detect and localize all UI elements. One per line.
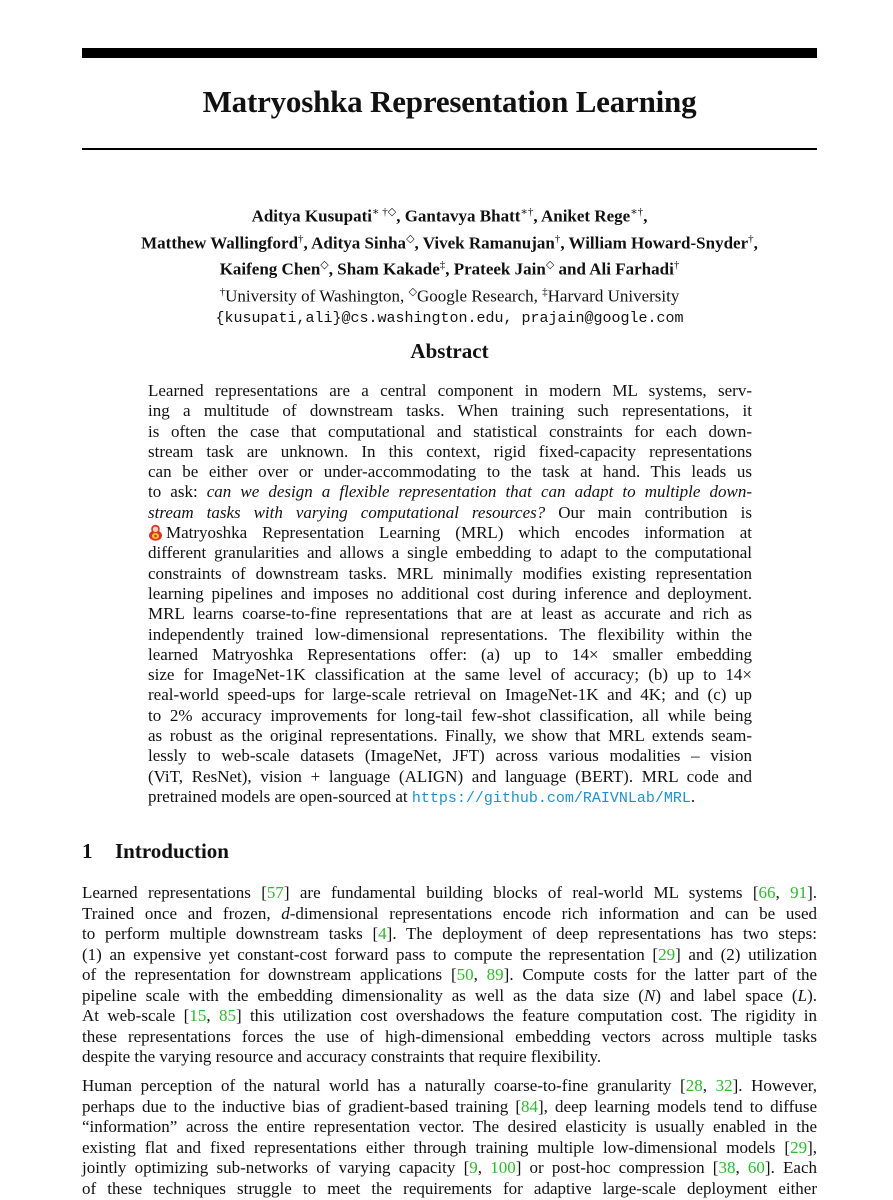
paragraph-line xyxy=(82,1027,817,1048)
author-name: , xyxy=(643,206,648,226)
section-heading-introduction xyxy=(82,839,229,864)
abstract-line: (ViT, ResNet), vision + language (ALIGN) and language (BERT). MRL code and xyxy=(148,766,752,786)
citation-link[interactable]: 38 xyxy=(718,1158,736,1177)
citation-link[interactable]: 60 xyxy=(747,1158,765,1177)
text-run: these representations forces the use of high-dimensional embedding vectors across multiple tasks xyxy=(82,1026,817,1046)
author-name: , Sham Kakade xyxy=(328,259,440,279)
section-number: 1 xyxy=(82,839,93,863)
affiliation-name: University of Washington, xyxy=(225,286,409,306)
abstract-line: can be either over or under-accommodating to the task at hand. This leads us xyxy=(148,462,752,482)
code-repo-link[interactable]: https://github.com/RAIVNLab/MRL xyxy=(411,789,691,807)
text-run: existing flat and fixed representations either through training multiple low-dimensional models [ xyxy=(82,1137,791,1157)
text-run: “information” across the entire representation vector. The desired elasticity is usually enabled in the xyxy=(82,1117,817,1136)
abstract-line: size for ImageNet-1K classification at the same level of accuracy; (b) up to 14× xyxy=(148,665,752,685)
affiliation-mark: ◇ xyxy=(406,232,415,245)
text-run: ]. Compute costs for the latter part of the xyxy=(503,965,818,984)
text-run: to perform multiple downstream tasks [ xyxy=(82,924,379,943)
abstract-line: real-world speed-ups for large-scale retrieval on ImageNet-1K and 4K; and (c) up xyxy=(148,685,752,705)
author-name: Kaifeng Chen xyxy=(219,259,321,279)
text-run: , xyxy=(206,1006,219,1025)
text-run: ]. Each xyxy=(764,1158,817,1177)
text-run: Trained once and frozen, xyxy=(82,903,282,923)
paragraph-line xyxy=(82,1006,817,1027)
citation-link[interactable]: 4 xyxy=(378,924,387,943)
paragraph-line xyxy=(82,1097,817,1118)
author-name: and Ali Farhadi xyxy=(554,259,674,279)
abstract-line: independently trained low-dimensional representations. The flexibility within the xyxy=(148,624,752,644)
author-emails: {kusupati,ali}@cs.washington.edu, prajain@google.com xyxy=(215,309,684,327)
affiliations xyxy=(60,281,839,308)
citation-link[interactable]: 66 xyxy=(758,883,776,902)
paragraph-line xyxy=(82,1158,817,1179)
abstract-line: to ask: can we design a flexible representation that can adapt to multiple down- xyxy=(148,482,752,502)
abstract-line: learned Matryoshka Representations offer: (a) up to 14× smaller embedding xyxy=(148,644,752,664)
paragraph-line xyxy=(82,1138,817,1159)
citation-link[interactable]: 29 xyxy=(658,944,676,964)
text-run: jointly optimizing sub-networks of varying capacity [ xyxy=(82,1158,470,1177)
affiliation-mark: ‡ xyxy=(542,285,548,298)
top-rule xyxy=(82,48,817,58)
affiliation-name: Harvard University xyxy=(547,286,680,306)
text-run: of these techniques struggle to meet the requirements for adaptive large-scale deployment either xyxy=(82,1178,817,1198)
intro-paragraph-1 xyxy=(82,883,817,1068)
text-run: of the representation for downstream applications [ xyxy=(82,965,457,984)
abstract-line: stream tasks with varying computational resources? Our main contribution is xyxy=(148,502,752,522)
text-run: Learned representations [ xyxy=(82,883,267,902)
abstract-line: is often the case that computational and statistical constraints for each down- xyxy=(148,421,752,441)
author-name: , Aniket Rege xyxy=(533,206,631,226)
text-run: , xyxy=(775,883,791,902)
abstract-line: Learned representations are a central component in modern ML systems, serv- xyxy=(148,381,752,400)
abstract-line: ing a multitude of downstream tasks. When training such representations, it xyxy=(148,401,752,421)
citation-link[interactable]: 91 xyxy=(790,883,808,902)
math-variable: L xyxy=(797,985,808,1005)
abstract-heading: Abstract xyxy=(410,339,489,363)
affiliation-name: Google Research, xyxy=(417,286,543,306)
abstract-line: learning pipelines and imposes no additional cost during inference and deployment. xyxy=(148,583,752,603)
text-run: At web-scale [ xyxy=(82,1006,190,1025)
citation-link[interactable]: 100 xyxy=(490,1158,516,1177)
citation-link[interactable]: 57 xyxy=(266,883,284,902)
paragraph-line xyxy=(82,1047,817,1068)
abstract-line: as robust as the original representations. Finally, we show that MRL extends seam- xyxy=(148,726,752,746)
section-title: Introduction xyxy=(115,839,229,863)
citation-link[interactable]: 9 xyxy=(469,1158,478,1177)
text-run: ] or post-hoc compression [ xyxy=(515,1158,719,1177)
abstract-line: pretrained models are open-sourced at https://github.com/RAIVNLab/MRL. xyxy=(148,786,696,807)
citation-link[interactable]: 85 xyxy=(218,1006,236,1025)
paragraph-line xyxy=(82,1179,817,1200)
affiliation-mark: ∗† xyxy=(520,206,534,218)
authors-line-2 xyxy=(60,228,839,255)
paragraph-line xyxy=(82,945,817,966)
text-run: ] are fundamental building blocks of real-world ML systems [ xyxy=(283,883,759,902)
affiliation-mark: † xyxy=(298,232,304,245)
intro-paragraph-2 xyxy=(82,1076,817,1199)
text-run: ], deep learning models tend to diffuse xyxy=(538,1096,817,1116)
affiliation-mark: ◇ xyxy=(545,259,555,272)
text-run: ] and (2) utilization xyxy=(675,944,817,964)
text-run: pipeline scale with the embedding dimensionality as well as the data size ( xyxy=(82,985,644,1005)
abstract-line: different granularities and allows a single embedding to adapt to the computational xyxy=(148,543,752,563)
paragraph-line xyxy=(82,986,817,1007)
paragraph-line xyxy=(82,883,817,904)
text-run: ] this utilization cost overshadows the feature computation cost. The rigidity in xyxy=(235,1006,818,1025)
affiliation-mark: † xyxy=(748,232,754,245)
author-name: , Gantavya Bhatt xyxy=(396,206,521,226)
citation-link[interactable]: 50 xyxy=(456,965,474,984)
affiliation-mark: ∗† xyxy=(630,206,644,218)
citation-link[interactable]: 29 xyxy=(790,1137,808,1157)
text-run: despite the varying resource and accuracy constraints that require flexibility. xyxy=(82,1047,602,1066)
abstract-line: MRL learns coarse-to-fine representations that are at least as accurate and rich as xyxy=(148,604,752,624)
text-run: , xyxy=(702,1076,716,1095)
affiliation-mark: † xyxy=(554,232,561,245)
author-name: Matthew Wallingford xyxy=(141,233,299,253)
author-name: , Aditya Sinha xyxy=(303,233,407,253)
affiliation-mark: ‡ xyxy=(439,259,446,272)
author-name: , Prateek Jain xyxy=(445,259,546,279)
authors-line-1 xyxy=(60,201,839,228)
abstract-body xyxy=(148,381,752,809)
text-run: ). xyxy=(807,985,817,1005)
citation-link[interactable]: 32 xyxy=(715,1076,733,1095)
matryoshka-doll-icon xyxy=(148,524,163,541)
abstract-line: to 2% accuracy improvements for long-tail few-shot classification, all while being xyxy=(148,705,752,725)
affiliation-mark: ◇ xyxy=(320,259,329,272)
paper-title: Matryoshka Representation Learning xyxy=(202,84,697,119)
paragraph-line xyxy=(82,1117,817,1138)
citation-link[interactable]: 84 xyxy=(521,1096,538,1116)
author-name: Aditya Kusupati xyxy=(251,206,373,226)
text-run: ]. xyxy=(807,883,818,902)
affiliation-mark: † xyxy=(219,285,226,298)
math-variable: N xyxy=(643,985,656,1005)
text-run: ) and label space ( xyxy=(655,985,798,1005)
author-name: , Vivek Ramanujan xyxy=(414,233,555,253)
text-run: -dimensional representations encode rich information and can be used xyxy=(289,903,817,923)
abstract-line: Matryoshka Representation Learning (MRL) which encodes information at xyxy=(148,523,752,543)
text-run: , xyxy=(735,1158,748,1177)
paragraph-line xyxy=(82,924,817,945)
affiliation-mark: † xyxy=(673,259,680,272)
text-run: , xyxy=(477,1158,491,1177)
abstract-line: lessly to web-scale datasets (ImageNet, JFT) across various modalities – vision xyxy=(148,746,752,766)
paragraph-line xyxy=(82,1076,817,1097)
text-run: ]. However, xyxy=(732,1076,817,1095)
text-run: ], xyxy=(807,1137,817,1157)
title-rule xyxy=(82,148,817,150)
abstract-line: stream task are unknown. In this context, rigid fixed-capacity representations xyxy=(148,441,752,461)
authors-line-3 xyxy=(60,254,839,281)
text-run: Human perception of the natural world has a naturally coarse-to-fine granularity [ xyxy=(82,1076,686,1095)
text-run: perhaps due to the inductive bias of gradient-based training [ xyxy=(82,1096,521,1116)
text-run: ]. The deployment of deep representations has two steps: xyxy=(386,924,818,943)
text-run: , xyxy=(473,965,487,984)
affiliation-mark: ◇ xyxy=(408,285,418,298)
author-name: , xyxy=(753,233,758,253)
citation-link[interactable]: 28 xyxy=(685,1076,703,1095)
paragraph-line xyxy=(82,904,817,925)
math-variable: d xyxy=(281,903,290,923)
citation-link[interactable]: 89 xyxy=(486,965,504,984)
text-run: (1) an expensive yet constant-cost forward pass to compute the representation [ xyxy=(82,944,659,964)
abstract-line: constraints of downstream tasks. MRL minimally modifies existing representation xyxy=(148,563,752,583)
affiliation-mark: ∗ †◇ xyxy=(372,206,397,218)
citation-link[interactable]: 15 xyxy=(189,1006,207,1025)
paragraph-line xyxy=(82,965,817,986)
author-name: , William Howard-Snyder xyxy=(560,233,749,253)
author-block xyxy=(60,201,839,330)
